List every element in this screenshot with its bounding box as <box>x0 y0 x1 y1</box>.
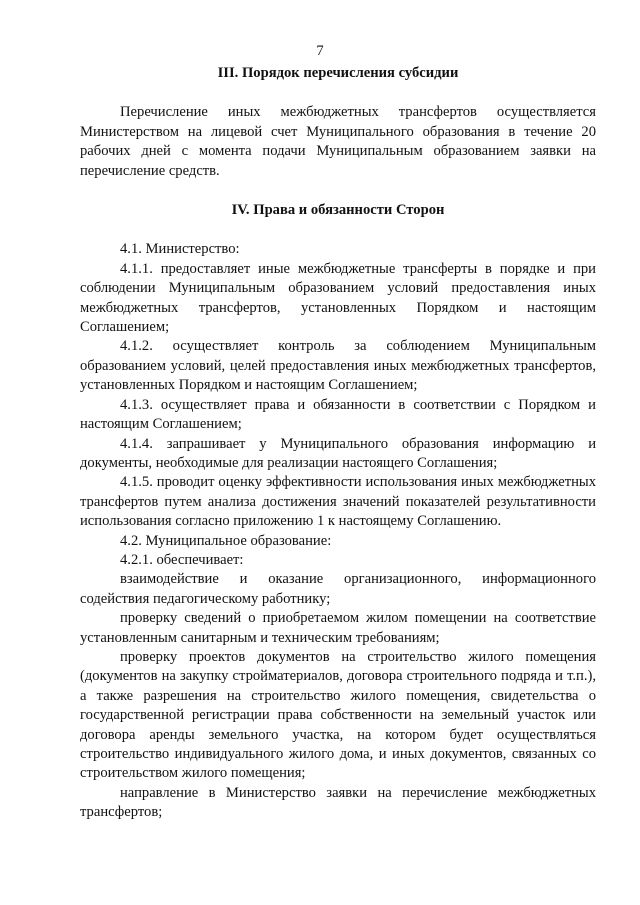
clause-4-1-4: 4.1.4. запрашивает у Муниципального образования информацию и документы, необходимые для реализации настоящего Соглашения; <box>80 435 596 471</box>
clause-4-1-1: 4.1.1. предоставляет иные межбюджетные трансферты в порядке и при соблюдении Муниципальным образованием условий предоставления иных межбюджетных трансфертов, установленных Порядком и настоящим Соглашением; <box>80 260 596 336</box>
section-3-paragraph: Перечисление иных межбюджетных трансфертов осуществляется Министерством на лицевой счет Муниципального образования в течение 20 рабочих дней с момента подачи Муниципальным образованием заявки на перечисление средств. <box>80 104 596 179</box>
clause-4-1: 4.1. Министерство: <box>120 241 240 258</box>
page-number: 7 <box>316 43 324 59</box>
clause-4-2-1: 4.2.1. обеспечивает: <box>120 551 244 568</box>
document-body <box>80 64 596 823</box>
clause-4-2: 4.2. Муниципальное образование: <box>120 532 332 549</box>
clause-4-2-1-interaction: взаимодействие и оказание организационного, информационного содействия педагогическому работнику; <box>80 571 596 607</box>
clause-4-1-5: 4.1.5. проводит оценку эффективности использования иных межбюджетных трансфертов путем анализа достижения значений показателей результативности использования согласно приложению 1 к настоящему Соглашению. <box>80 474 596 530</box>
section-3-heading: III. Порядок перечисления субсидии <box>217 65 459 81</box>
clause-4-2-1-application: направление в Министерство заявки на перечисление межбюджетных трансфертов; <box>80 784 596 821</box>
clause-4-1-2: 4.1.2. осуществляет контроль за соблюдением Муниципальным образованием условий, целей предоставления иных межбюджетных трансфертов, установленных Порядком и настоящим Соглашением; <box>80 338 596 394</box>
clause-4-1-3: 4.1.3. осуществляет права и обязанности в соответствии с Порядком и настоящим Соглашением; <box>80 396 596 433</box>
section-4-heading: IV. Права и обязанности Сторон <box>231 202 445 219</box>
clause-4-2-1-construction-docs: проверку проектов документов на строительство жилого помещения (документов на закупку стройматериалов, договора строительного подряда и т.п.), а также разрешения на строительство жилого помещения, свидетельства о государственной регистрации права собственности на земельный участок или договора аренды земельного участка, на котором будет осуществляться строительство индивидуального жилого дома, и иных документов, связанных со строительством жилого помещения; <box>80 648 596 782</box>
clause-4-2-1-verification: проверку сведений о приобретаемом жилом помещении на соответствие установленным санитарным и техническим требованиям; <box>80 610 596 646</box>
